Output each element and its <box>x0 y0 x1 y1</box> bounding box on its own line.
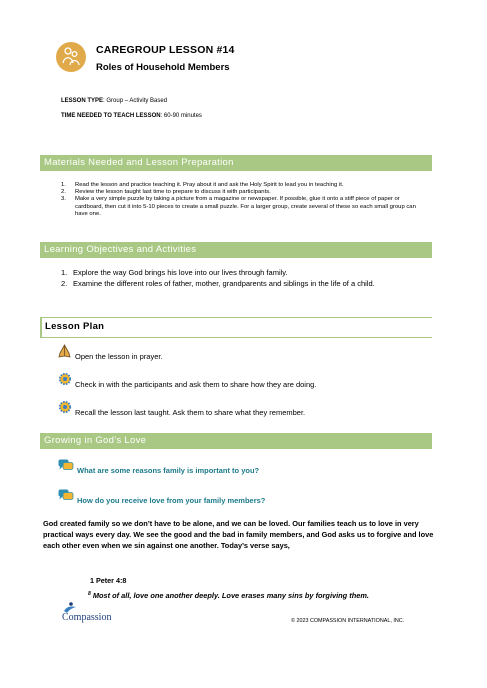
compassion-logo <box>58 602 128 626</box>
chat-bubbles-icon <box>58 459 74 471</box>
question-text: How do you receive love from your family members? <box>77 496 266 505</box>
plan-item-text: Check in with the participants and ask them to share how they are doing. <box>75 380 317 389</box>
list-item-number: 2. <box>61 278 68 288</box>
body-paragraph: God created family so we don’t have to be alone, and we can be loved. Our families teach us to love in very practical ways every day. We see the good and the bad in family members, and God asks us to forgive and love each other even when we sin against one another. Today’s verse says, <box>43 519 434 550</box>
list-item <box>61 279 426 290</box>
copyright-text: © 2023 COMPASSION INTERNATIONAL, INC. <box>291 618 405 624</box>
chat-bubbles-icon <box>58 489 74 501</box>
verse-text <box>88 591 369 600</box>
list-item-number: 1. <box>61 268 68 277</box>
objectives-heading <box>40 242 432 258</box>
list-item-text: Make a very simple puzzle by taking a picture from a magazine or newspaper. If possible, glue it onto a stiff piece of paper or cardboard, then cut it into 5-10 pieces to create a small puzzle. For a larger group, create several of these so each small group can have one. <box>75 196 416 217</box>
growing-heading-text: Growing in God’s Love <box>44 435 147 446</box>
growing-heading <box>40 433 432 449</box>
lesson-plan-heading-text: Lesson Plan <box>45 321 105 332</box>
list-item-number: 3. <box>61 196 66 203</box>
gear-icon <box>58 400 72 414</box>
brand-name: Compassion <box>62 612 112 623</box>
materials-heading <box>40 155 432 171</box>
list-item <box>61 196 426 218</box>
list-item-text: Review the lesson taught last time to prepare to discuss it with participants. <box>75 189 271 196</box>
verse-reference: 1 Peter 4:8 <box>90 576 127 585</box>
list-item-number: 1. <box>61 182 66 188</box>
plan-item-text: Open the lesson in prayer. <box>75 352 163 361</box>
list-item-text: Read the lesson and practice teaching it. Pray about it and ask the Holy Spirit to lead you in teaching it. <box>75 182 344 188</box>
list-item <box>61 182 426 189</box>
page-subtitle: Roles of Household Members <box>96 62 230 73</box>
list-item-text: Examine the different roles of father, mother, grandparents and siblings in the life of a child. <box>73 278 375 288</box>
list-item <box>61 189 426 196</box>
lesson-type-label: LESSON TYPE <box>61 98 104 104</box>
materials-list <box>61 182 426 218</box>
lesson-type-value: : Group – Activity Based <box>103 98 168 104</box>
praying-hands-icon <box>58 344 71 358</box>
list-item-text: Explore the way God brings his love into our lives through family. <box>73 268 288 277</box>
lesson-time-value: : 60-90 minutes <box>160 113 202 119</box>
plan-item-text: Recall the lesson last taught. Ask them to share what they remember. <box>75 408 306 417</box>
lesson-time-label: TIME NEEDED TO TEACH LESSON <box>61 113 161 119</box>
verse-body: Most of all, love one another deeply. Love erases many sins by forgiving them. <box>90 591 369 600</box>
question-text: What are some reasons family is important to you? <box>77 466 260 475</box>
objectives-list <box>61 268 426 289</box>
list-item <box>61 268 426 279</box>
objectives-heading-text: Learning Objectives and Activities <box>44 244 197 255</box>
lesson-time <box>61 113 202 119</box>
people-circle-icon <box>56 42 86 72</box>
list-item-number: 2. <box>61 189 66 196</box>
page-title: CAREGROUP LESSON #14 <box>96 44 235 56</box>
lesson-plan-heading <box>40 317 432 338</box>
verse-number: 8 <box>88 591 91 597</box>
lesson-type <box>61 98 167 104</box>
gear-icon <box>58 372 72 386</box>
materials-heading-text: Materials Needed and Lesson Preparation <box>44 157 234 168</box>
